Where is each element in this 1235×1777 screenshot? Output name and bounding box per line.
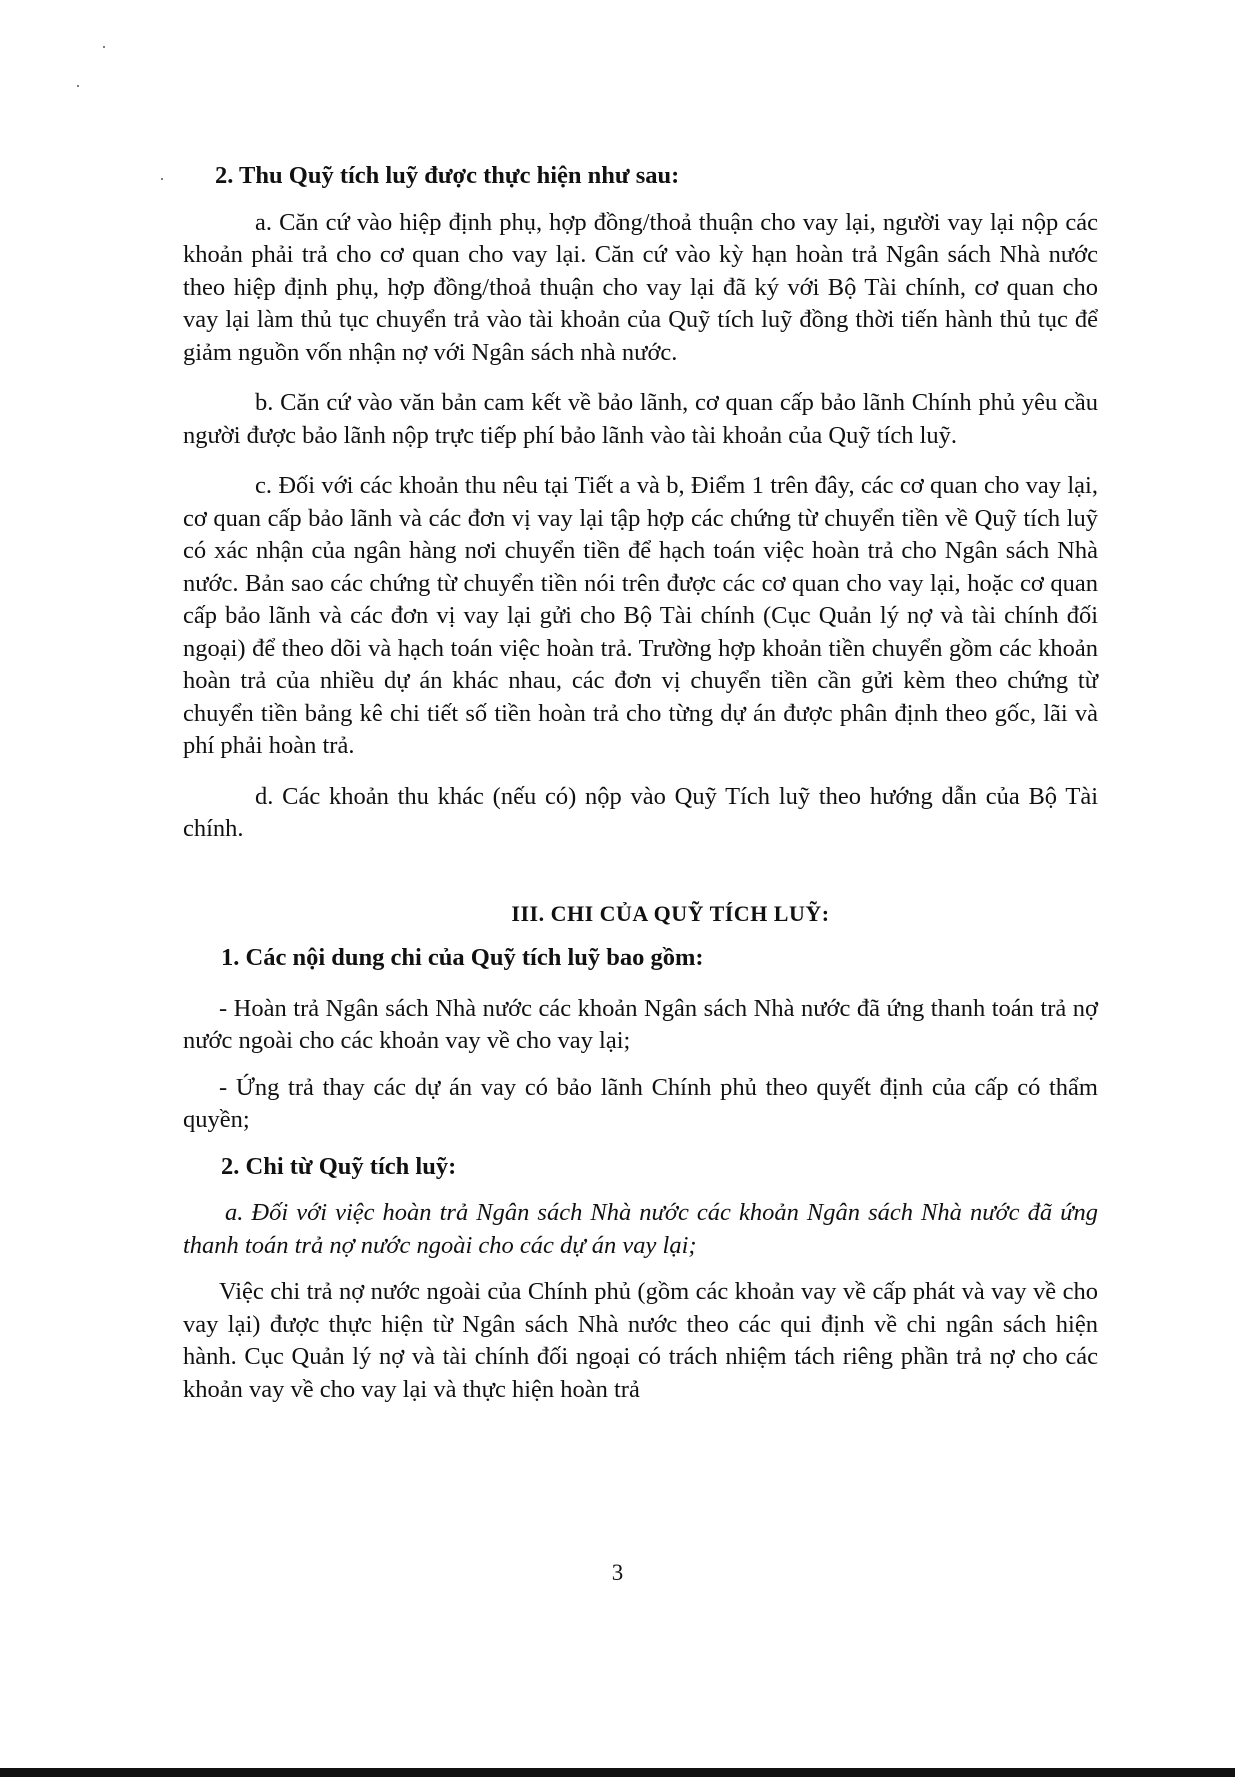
italic-item-a: a. Đối với việc hoàn trả Ngân sách Nhà nước các khoản Ngân sách Nhà nước đã ứng thanh toán trả nợ nước ngoài cho các dự án vay lại;	[183, 1199, 1098, 1259]
section-2-heading: 2. Thu Quỹ tích luỹ được thực hiện như sau:	[215, 162, 680, 189]
scan-speck	[103, 46, 105, 48]
document-body	[183, 160, 1098, 1420]
bullet-item-1: - Hoàn trả Ngân sách Nhà nước các khoản Ngân sách Nhà nước đã ứng thanh toán trả nợ nước ngoài cho các khoản vay về cho vay lại;	[183, 994, 1098, 1054]
scan-speck	[161, 178, 163, 180]
bullet-item-2: - Ứng trả thay các dự án vay có bảo lãnh Chính phủ theo quyết định của cấp có thẩm quyền;	[183, 1073, 1098, 1133]
scan-speck	[77, 85, 79, 87]
paragraph-d: d. Các khoản thu khác (nếu có) nộp vào Quỹ Tích luỹ theo hướng dẫn của Bộ Tài chính.	[183, 782, 1098, 842]
paragraph-c: c. Đối với các khoản thu nêu tại Tiết a và b, Điểm 1 trên đây, các cơ quan cho vay lại, cơ quan cấp bảo lãnh và các đơn vị vay lại tập hợp các chứng từ chuyển tiền về Quỹ tích luỹ có xác nhận của ngân hàng nơi chuyển tiền để hạch toán việc hoàn trả cho Ngân sách Nhà nước. Bản sao các chứng từ chuyển tiền nói trên được các cơ quan cho vay lại, hoặc cơ quan cấp bảo lãnh và các đơn vị vay lại gửi cho Bộ Tài chính (Cục Quản lý nợ và tài chính đối ngoại) để theo dõi và hạch toán việc hoàn trả. Trường hợp khoản tiền chuyển gồm các khoản hoàn trả của nhiều dự án khác nhau, các đơn vị chuyển tiền cần gửi kèm theo chứng từ chuyển tiền bảng kê chi tiết số tiền hoàn trả cho từng dự án được phân định theo gốc, lãi và phí phải hoàn trả.	[183, 472, 1098, 759]
paragraph-a: a. Căn cứ vào hiệp định phụ, hợp đồng/thoả thuận cho vay lại, người vay lại nộp các khoản phải trả cho cơ quan cho vay lại. Căn cứ vào kỳ hạn hoàn trả Ngân sách Nhà nước theo hiệp định phụ, hợp đồng/thoả thuận cho vay lại đã ký với Bộ Tài chính, cơ quan cho vay lại làm thủ tục chuyển trả vào tài khoản của Quỹ tích luỹ đồng thời tiến hành thủ tục để giảm nguồn vốn nhận nợ với Ngân sách nhà nước.	[183, 208, 1098, 366]
page-number: 3	[611, 1560, 624, 1585]
paragraph-b: b. Căn cứ vào văn bản cam kết về bảo lãnh, cơ quan cấp bảo lãnh Chính phủ yêu cầu người được bảo lãnh nộp trực tiếp phí bảo lãnh vào tài khoản của Quỹ tích luỹ.	[183, 389, 1098, 449]
subsection-2-heading: 2. Chi từ Quỹ tích luỹ:	[221, 1152, 457, 1180]
final-paragraph: Việc chi trả nợ nước ngoài của Chính phủ (gồm các khoản vay về cấp phát và vay về cho vay lại) được thực hiện từ Ngân sách Nhà nước theo các qui định về chi ngân sách hiện hành. Cục Quản lý nợ và tài chính đối ngoại có trách nhiệm tách riêng phần trả nợ cho các khoản vay về cho vay lại và thực hiện hoàn trả	[183, 1278, 1098, 1403]
scan-bottom-edge	[0, 1768, 1235, 1777]
subsection-1-heading: 1. Các nội dung chi của Quỹ tích luỹ bao gồm:	[221, 944, 704, 971]
section-III-title: III. CHI CỦA QUỸ TÍCH LUỸ:	[511, 900, 830, 926]
